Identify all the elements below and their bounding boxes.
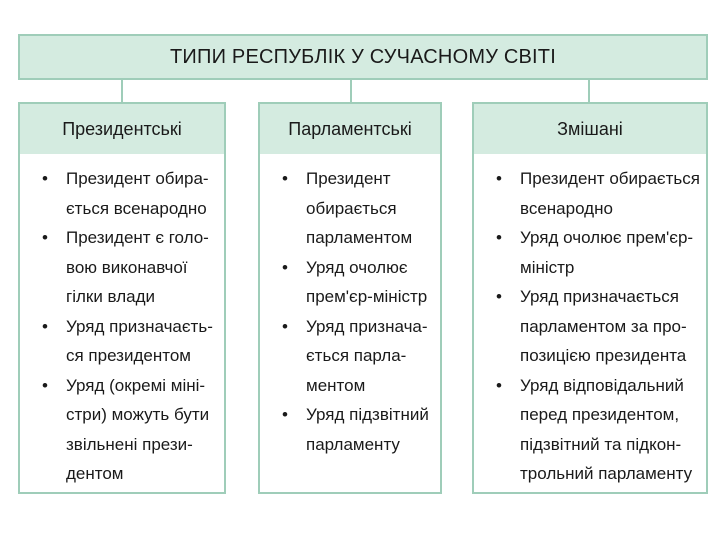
list-item: • Уряд призначається парламентом за про- позицією президента [490,282,700,371]
connector-left [121,80,123,102]
bullet-icon: • [496,228,502,247]
bullet-icon: • [42,228,48,247]
bullet-icon: • [42,169,48,188]
connector-middle [350,80,352,102]
bullet-icon: • [496,375,502,395]
column-body-presidential [18,154,226,494]
column-heading-text: Змішані [557,118,623,139]
bullet-icon: • [282,405,288,424]
column-body-parliamentary [258,154,442,494]
column-heading-parliamentary [258,102,442,156]
diagram-title-text: ТИПИ РЕСПУБЛІК У СУЧАСНОМУ СВІТІ [170,45,556,68]
column-heading-text: Президентські [62,118,182,139]
bullet-icon: • [282,257,288,277]
bullet-icon: • [42,375,48,395]
list-item: • Уряд підзвітний парламенту [276,400,434,459]
list-item: • Уряд очолює прем'єр-міністр [276,253,434,312]
list-item: • Уряд призначаєть- ся президентом [36,312,218,371]
bullet-icon: • [282,316,288,336]
column-heading-mixed [472,102,708,156]
column-heading-presidential [18,102,226,156]
column-heading-text: Парламентські [288,118,412,139]
column-body-mixed [472,154,708,494]
diagram-title [18,34,708,80]
list-item: • Президент обира- ється всенародно [36,164,218,223]
list-item: • Президент є голо- вою виконавчої гілки влади [36,223,218,312]
list-item: • Уряд очолює прем'єр- міністр [490,223,700,282]
bullet-icon: • [282,169,288,188]
list-item: • Уряд відповідальний перед президентом, підзвітний та підкон- трольний парламенту [490,371,700,489]
list-item: • Президент обирається всенародно [490,164,700,223]
list-item: • Уряд признача- ється парла- ментом [276,312,434,401]
list-item: • Президент обирається парламентом [276,164,434,253]
list-item: • Уряд (окремі міні- стри) можуть бути звільнені прези- дентом [36,371,218,489]
bullet-icon: • [42,316,48,336]
bullet-icon: • [496,169,502,188]
connector-right [588,80,590,102]
bullet-icon: • [496,287,502,306]
